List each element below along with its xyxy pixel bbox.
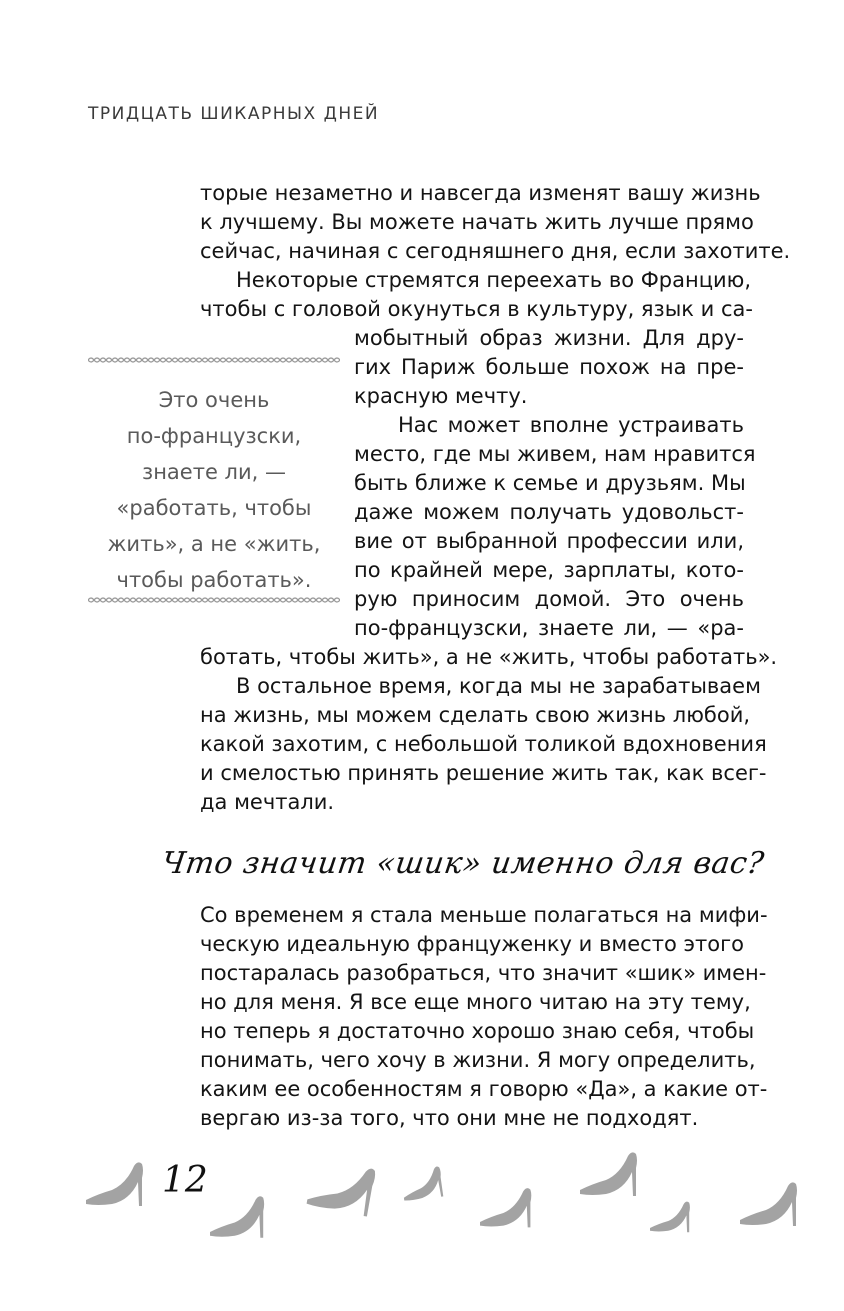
high-heel-icon bbox=[740, 1182, 797, 1226]
section-line: ческую идеальную француженку и вместо этого bbox=[200, 932, 744, 956]
section-line: но теперь я достаточно хорошо знаю себя, чтобы bbox=[200, 1019, 755, 1043]
section-line: но для меня. Я все еще много читаю на эту тему, bbox=[200, 990, 751, 1014]
body-line: по-французски, знаете ли, — «ра- bbox=[354, 616, 744, 640]
body-line: Некоторые стремятся переехать во Францию, bbox=[236, 268, 752, 292]
pull-quote-line: Это очень bbox=[158, 388, 270, 412]
body-line: да мечтали. bbox=[200, 790, 335, 814]
body-line: по крайней мере, зарплаты, кото- bbox=[354, 558, 744, 582]
body-line: сейчас, начиная с сегодняшнего дня, если захотите. bbox=[200, 239, 791, 263]
high-heel-icon bbox=[480, 1188, 531, 1227]
body-line: красную мечту. bbox=[354, 384, 528, 408]
body-line: В остальное время, когда мы не зарабатываем bbox=[236, 674, 761, 698]
body-line: мобытный образ жизни. Для дру- bbox=[354, 326, 744, 350]
shoe-ornaments bbox=[0, 1140, 844, 1260]
section-line: вергаю из-за того, что они мне не подходят. bbox=[200, 1106, 699, 1130]
pull-quote-line: чтобы работать». bbox=[116, 568, 312, 592]
high-heel-icon bbox=[210, 1196, 264, 1237]
high-heel-icon bbox=[650, 1202, 690, 1233]
high-heel-icon bbox=[580, 1152, 637, 1196]
body-line: торые незаметно и навсегда изменят вашу жизнь bbox=[200, 181, 761, 205]
body-line: место, где мы живем, нам нравится bbox=[354, 442, 756, 466]
pull-quote-line: «работать, чтобы bbox=[116, 496, 312, 520]
body-line: ботать, чтобы жить», а не «жить, чтобы работать». bbox=[200, 645, 778, 669]
high-heel-icon bbox=[400, 1166, 444, 1202]
high-heel-icon bbox=[306, 1159, 376, 1217]
body-line: гих Париж больше похож на пре- bbox=[354, 355, 744, 379]
pull-quote-line: по-французски, bbox=[126, 424, 302, 448]
body-line: рую приносим домой. Это очень bbox=[354, 587, 744, 611]
pull-quote-line: жить», а не «жить, bbox=[107, 532, 321, 556]
ornament-border-top bbox=[88, 356, 340, 364]
page-number: 12 bbox=[162, 1160, 208, 1201]
ornament-border-bottom bbox=[88, 596, 340, 604]
body-line: чтобы с головой окунуться в культуру, язык и са- bbox=[200, 297, 753, 321]
body-line: и смелостью принять решение жить так, как всег- bbox=[200, 761, 767, 785]
section-line: постаралась разобраться, что значит «шик» имен- bbox=[200, 961, 767, 985]
body-line: Нас может вполне устраивать bbox=[398, 413, 744, 437]
body-line: к лучшему. Вы можете начать жить лучше прямо bbox=[200, 210, 754, 234]
section-heading: Что значит «шик» именно для вас? bbox=[159, 846, 767, 881]
running-header: ТРИДЦАТЬ ШИКАРНЫХ ДНЕЙ bbox=[88, 104, 380, 124]
pull-quote-line: знаете ли, — bbox=[142, 460, 286, 484]
section-line: Со временем я стала меньше полагаться на мифи- bbox=[200, 903, 768, 927]
section-line: каким ее особенностям я говорю «Да», а какие от- bbox=[200, 1077, 768, 1101]
section-line: понимать, чего хочу в жизни. Я могу определить, bbox=[200, 1048, 756, 1072]
body-line: быть ближе к семье и друзьям. Мы bbox=[354, 471, 746, 495]
body-line: вие от выбранной профессии или, bbox=[354, 529, 744, 553]
high-heel-icon bbox=[86, 1162, 143, 1206]
body-line: даже можем получать удовольст- bbox=[354, 500, 744, 524]
body-line: какой захотим, с небольшой толикой вдохновения bbox=[200, 732, 767, 756]
body-line: на жизнь, мы можем сделать свою жизнь любой, bbox=[200, 703, 751, 727]
